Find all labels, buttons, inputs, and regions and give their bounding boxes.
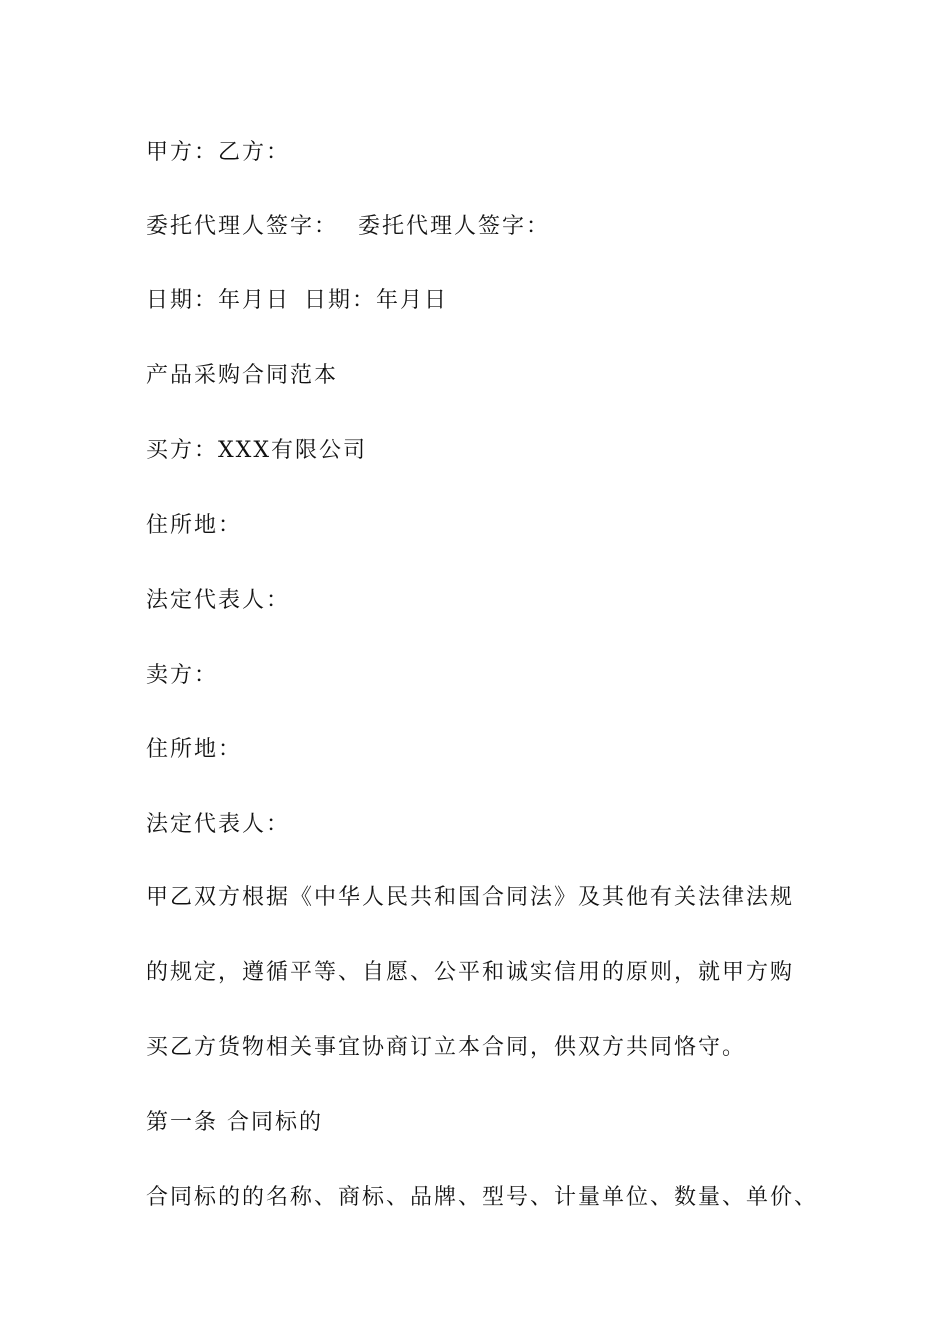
signature-parties-line: [146, 138, 290, 168]
party-a-label: 甲方：: [146, 140, 219, 165]
preamble-line-3: 买乙方货物相关事宜协商订立本合同，供双方共同恪守。: [146, 1035, 747, 1060]
contract-title: 产品采购合同范本: [146, 363, 339, 388]
party-b-agent-label: 委托代理人签字：: [358, 214, 551, 239]
party-b-date-label: 日期：年月日: [304, 288, 449, 313]
party-a-agent-label: 委托代理人签字：: [146, 214, 339, 239]
buyer-address: 住所地：: [146, 513, 243, 538]
signature-agents-line: [146, 212, 550, 242]
article-1-heading: 第一条 合同标的: [146, 1110, 323, 1135]
buyer-legal-representative: 法定代表人：: [146, 588, 291, 613]
seller-name: 卖方：: [146, 663, 219, 688]
party-a-date-label: 日期：年月日: [146, 288, 291, 313]
seller-legal-representative: 法定代表人：: [146, 812, 291, 837]
seller-address: 住所地：: [146, 737, 243, 762]
buyer-name: 买方：XXX有限公司: [146, 438, 367, 463]
party-b-label: 乙方：: [218, 140, 291, 165]
article-1-text: 合同标的的名称、商标、品牌、型号、计量单位、数量、单价、: [146, 1185, 819, 1210]
preamble-line-1: 甲乙双方根据《中华人民共和国合同法》及其他有关法律法规: [146, 885, 795, 910]
preamble-line-2: 的规定，遵循平等、自愿、公平和诚实信用的原则，就甲方购: [146, 960, 795, 985]
signature-dates-line: [146, 286, 448, 316]
